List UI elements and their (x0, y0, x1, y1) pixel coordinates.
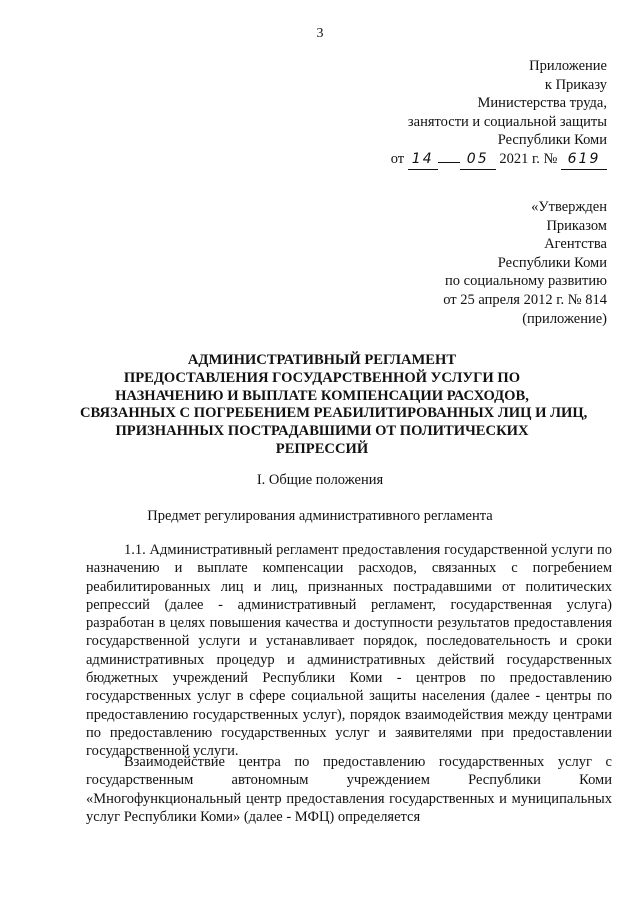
appendix-block (391, 57, 607, 170)
approved-line: (приложение) (522, 310, 607, 327)
regulation-title (80, 352, 588, 459)
appendix-line: Республики Коми (497, 132, 607, 149)
title-line: ПРИЗНАННЫХ ПОСТРАДАВШИМИ ОТ ПОЛИТИЧЕСКИХ (115, 423, 529, 440)
appendix-line: занятости и социальной защиты (407, 113, 607, 130)
date-prefix: от (390, 150, 405, 167)
appendix-line: Министерства труда, (477, 95, 607, 112)
title-line: АДМИНИСТРАТИВНЫЙ РЕГЛАМЕНТ (187, 352, 457, 368)
title-line: ПРЕДОСТАВЛЕНИЯ ГОСУДАРСТВЕННОЙ УСЛУГИ ПО (123, 369, 521, 386)
subsection-heading: Предмет регулирования административного регламента (147, 508, 493, 524)
approved-block (443, 198, 607, 328)
section-heading: I. Общие положения (256, 472, 384, 488)
date-year-number-label: 2021 г. № (499, 150, 558, 167)
page-number: 3 (316, 26, 324, 41)
date-month-field: 05 (460, 150, 496, 170)
title-line: РЕПРЕССИЙ (275, 440, 369, 457)
paragraph-2: Взаимодействие центра по предоставлению государственных услуг с государственным автономным учреждением Республики Коми «Многофункциональный центр предоставления государственных и муниципальных услуг Республики Коми» (далее - МФЦ) определяется (86, 754, 612, 825)
approved-line: Республики Коми (497, 254, 607, 271)
approved-line: Приказом (546, 217, 607, 234)
approved-line: «Утвержден (531, 199, 607, 215)
date-blank-underline (438, 162, 460, 163)
date-day-field: 14 (408, 150, 438, 170)
appendix-date-line (391, 150, 607, 170)
order-number-field: 619 (561, 150, 607, 170)
title-line: НАЗНАЧЕНИЮ И ВЫПЛАТЕ КОМПЕНСАЦИИ РАСХОДОВ, (115, 387, 529, 404)
approved-line: от 25 апреля 2012 г. № 814 (443, 291, 607, 308)
paragraph-1-1: 1.1. Административный регламент предоставления государственной услуги по назначению и выплате компенсации расходов, связанных с погребением реабилитированных лиц и лиц, признанных пострадавшими от политических репрессий (далее - административный регламент, государственная услуга) разработан в целях повышения качества и доступности результатов предоставления государственной услуги и устанавливает порядок, последовательность и сроки административных процедур и административных действий государственных бюджетных учреждений Республики Коми - центров по предоставлению государственных услуг в сфере социальной защиты населения (далее - центры по предоставлению государственных услуг), порядок взаимодействия между центрами по предоставлению государственных услуг и заявителями при предоставлении государственной услуги. (86, 542, 612, 760)
approved-line: по социальному развитию (445, 273, 607, 290)
title-line: СВЯЗАННЫХ С ПОГРЕБЕНИЕМ РЕАБИЛИТИРОВАННЫХ ЛИЦ И ЛИЦ, (80, 405, 588, 422)
approved-line: Агентства (544, 236, 607, 253)
appendix-line: Приложение (529, 58, 607, 74)
appendix-line: к Приказу (544, 76, 607, 93)
